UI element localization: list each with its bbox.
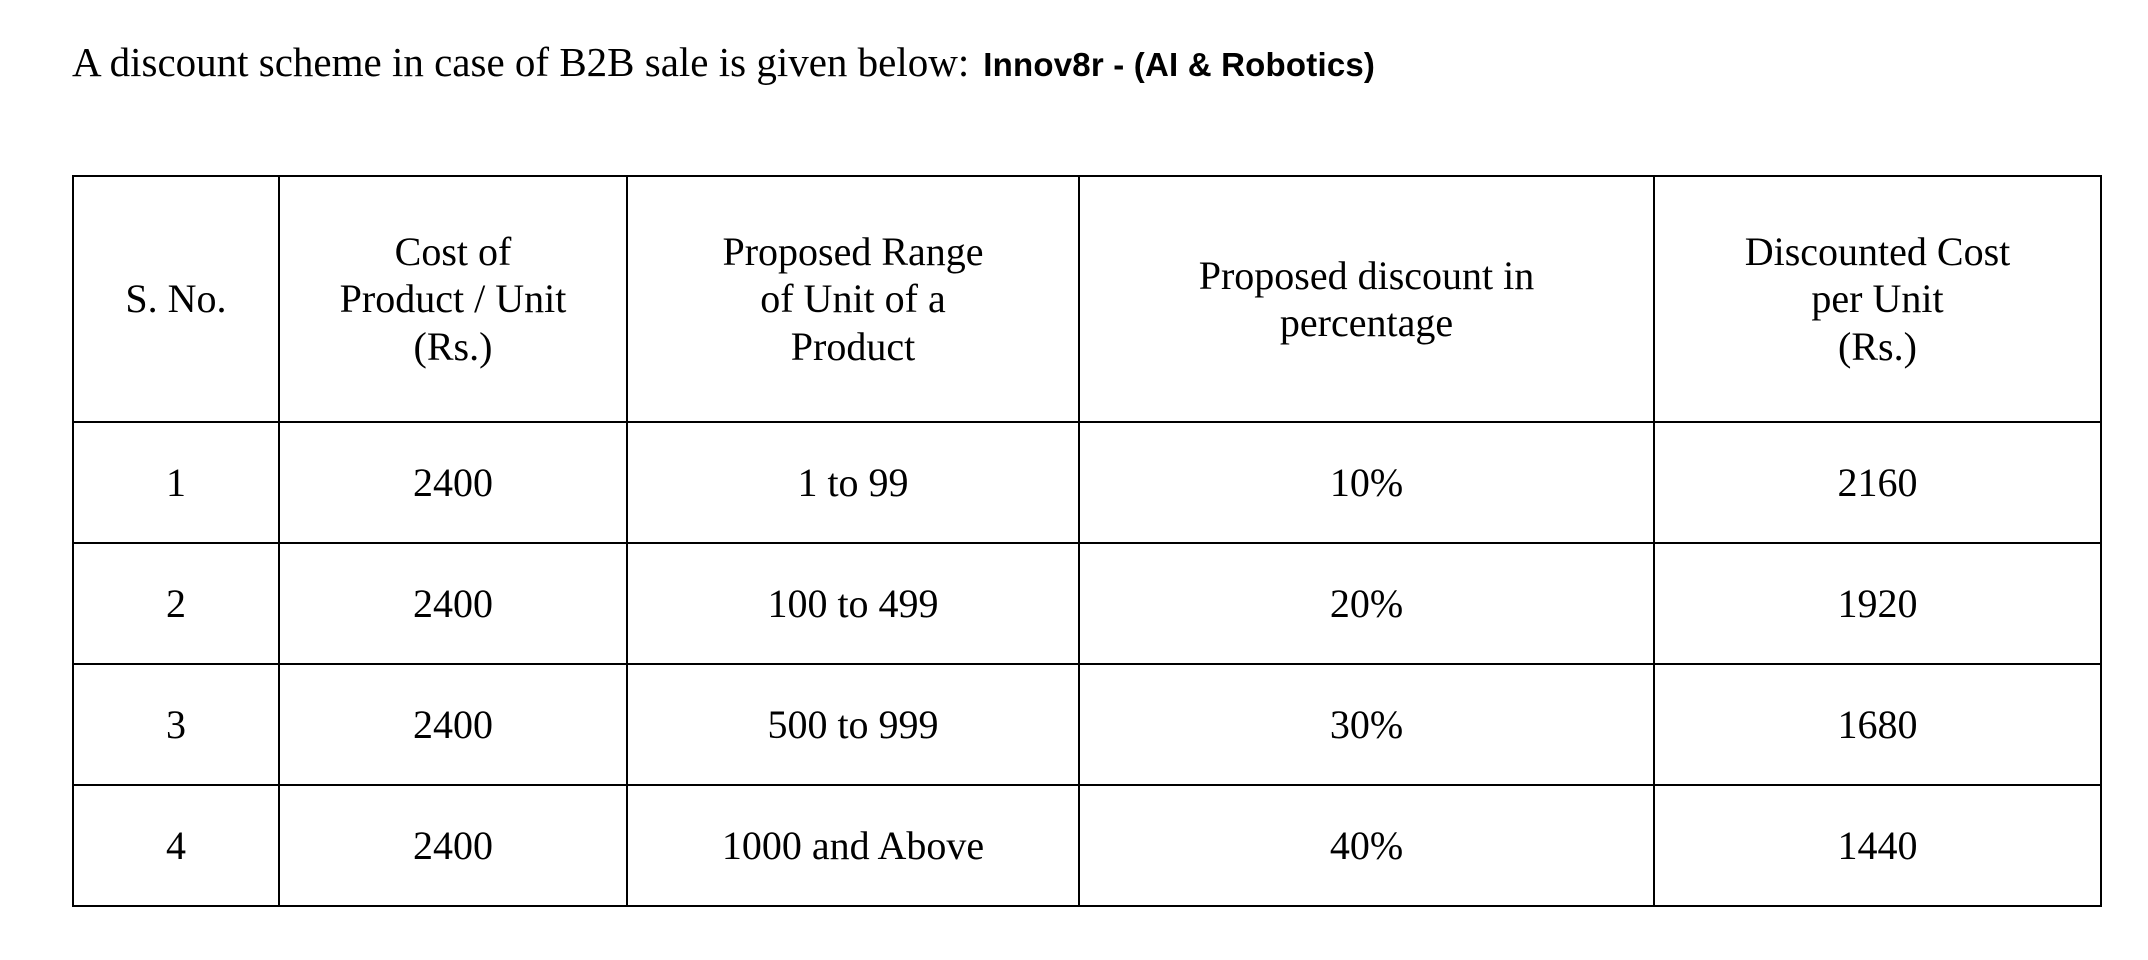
cell-discounted-cost: 2160 [1654, 422, 2101, 543]
table-row [73, 422, 2101, 543]
header-line: Cost of [394, 229, 512, 275]
header-line: percentage [1279, 300, 1454, 345]
cell-discount: 20% [1079, 543, 1654, 664]
cell-sno: 2 [73, 543, 279, 664]
cell-discounted-cost: 1920 [1654, 543, 2101, 664]
column-header-sno [73, 176, 279, 422]
header-line: S. No. [125, 276, 227, 322]
cell-range: 1 to 99 [627, 422, 1079, 543]
column-header-proposed-range [627, 176, 1079, 422]
table-row [73, 785, 2101, 906]
cell-discount: 40% [1079, 785, 1654, 906]
column-header-cost-per-unit [279, 176, 627, 422]
header-line: (Rs.) [1838, 323, 1917, 369]
table-body [73, 422, 2101, 906]
cell-discounted-cost: 1440 [1654, 785, 2101, 906]
cell-discount: 30% [1079, 664, 1654, 785]
cell-discount: 10% [1079, 422, 1654, 543]
header-line: Proposed discount in [1198, 252, 1535, 298]
cell-range: 100 to 499 [627, 543, 1079, 664]
cell-cost: 2400 [279, 785, 627, 906]
header-line: per Unit [1811, 276, 1944, 322]
cell-cost: 2400 [279, 543, 627, 664]
header-line: Product / Unit [339, 276, 567, 322]
cell-sno: 1 [73, 422, 279, 543]
cell-sno: 4 [73, 785, 279, 906]
header-line: Discounted Cost [1744, 229, 2011, 275]
cell-range: 1000 and Above [627, 785, 1079, 906]
cell-discounted-cost: 1680 [1654, 664, 2101, 785]
intro-paragraph [72, 38, 1375, 87]
cell-sno: 3 [73, 664, 279, 785]
column-header-discounted-cost [1654, 176, 2101, 422]
header-line: Product [790, 323, 916, 369]
header-line: (Rs.) [413, 323, 493, 369]
cell-range: 500 to 999 [627, 664, 1079, 785]
intro-sentence: A discount scheme in case of B2B sale is given below: [72, 39, 970, 85]
table-header-row [73, 176, 2101, 422]
table-row [73, 664, 2101, 785]
table-header [73, 176, 2101, 422]
header-line: Proposed Range [722, 229, 984, 275]
company-tag: Innov8r - (AI & Robotics) [983, 46, 1376, 83]
cell-cost: 2400 [279, 422, 627, 543]
cell-cost: 2400 [279, 664, 627, 785]
header-line: of Unit of a [760, 276, 946, 322]
column-header-proposed-discount [1079, 176, 1654, 422]
table-row [73, 543, 2101, 664]
discount-scheme-table [72, 175, 2102, 907]
